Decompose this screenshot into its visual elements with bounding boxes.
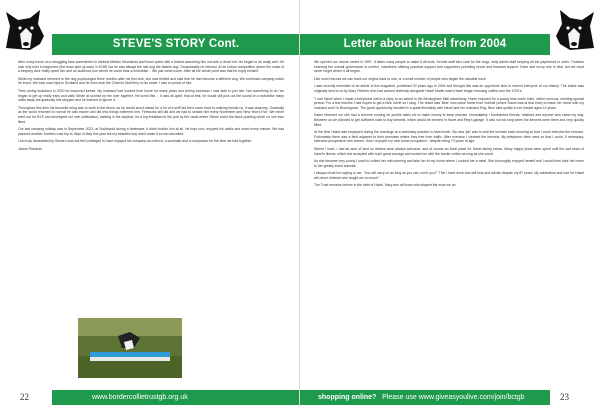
page-number: 23 [560, 392, 569, 402]
paragraph: At the time Hazel was employed during the mornings at a veterinary practice in Alvechurch. My new 'job' was to visit the kennels each morning so that I could exercise the rescues. Fortunately there was a field adjacent to their premises where they free from traffic. After exercise I cleaned the kennels. My telephone often went so that I could, if necessary, interview prospective new homes. How I enjoyed my new found occupation - despite being 70 years of age. [314, 130, 584, 144]
agility-photo [78, 318, 182, 378]
paragraph: Then during lockdown in 2020 he improved further. My husband had worked from home for many years and during lockdown I was able to join him. Not something to do, we began to get up really early and walk Stevie at sunrise by the river together. He loved this ... it was all quiet, that at first, he would still pick out the sound of a motorbike many miles away but gradually this stopped and he learned to ignore it. [18, 88, 284, 103]
paragraph: We opened our rescue centre in 1997. It takes many people to make it all work. Kennel staff who care for the dogs, daily admin staff keeping all the paperwork in order, Trustees ensuring the overall governance is correct, volunteers offering practical support and supporters providing moral and financial support. Each and every one is vital, but we must never forget where it all began. [314, 60, 584, 74]
paragraph: The Trust remains forever in the debt of Hazel, Mary and all those who shaped the work we do. [314, 183, 457, 188]
right-page [300, 0, 600, 407]
paragraph: I always recall her saying to me, "You will carry on as long as you can, won't you?" This I have done and still help and advise despite my 87 years. My admiration and love for Hazel will never diminish she taught me so much." [314, 171, 584, 180]
shopping-promo[interactable] [318, 390, 548, 405]
paragraph: Hazel informed me she had a scheme running for jumble sales etc to make money to keep rescues. Immediately I bombarded friends, relatives and anyone who came my way. Between us we planned to get sufficient cash to buy kennels, which would be erected in Hazel and Reg's garage. It was not too long when the kennels were there and very quickly filled. [314, 113, 584, 127]
paragraph: Our last camping holiday was in September 2023, at Southwold during a heatwave, it didn't bother him at all. He kept cool, enjoyed his walks and loved every minute. We had planned another Scottish road trip to Skye in May this year but my beautiful boy didn't make it so we cancelled. [18, 127, 284, 136]
footer [300, 390, 600, 405]
paragraph: I am truly devastated by Stevie's loss but feel privileged to have enjoyed his company as a friend, a soulmate and a companion for the time we had together. [18, 139, 253, 144]
page-number: 22 [20, 392, 29, 402]
border-collie-logo-icon [0, 4, 52, 56]
footer [0, 390, 300, 405]
website-link[interactable]: www.bordercollietrustgb.org.uk [92, 394, 188, 401]
article-body [18, 60, 284, 155]
paragraph: Where I lived, I had an acre of land so visitors were always welcome, and of course an ideal place for Hazel taking extras. Many happy years were spent until the sad news of Hazel's illness, which she accepted with such great courage and worked on with the border collies as long as she could. [314, 146, 584, 156]
paragraph: As she became very poorly I used to collect her mid-morning and take her to my home where I cooked her a meal. She thoroughly enjoyed herself and I would then take her home to her greatly loved animals. [314, 159, 584, 168]
border-collie-logo-icon [548, 4, 600, 56]
author-signature: Jackie Richards [18, 146, 42, 151]
paragraph: After many hours on a struggling farm somewhere in darkest Meldon Moorlands and hours spent with a tricked searching him out with a 'dead' kid. He began to do really well. He was only ever in beginners (the team split up early in 2018) but he was always the last dog the fastest dog. Occasionally he refused. At an indoor competition where the noise of a beeping door really upset him and an audience one where he could hear a motorbike... We just came home. After all the whole point was that he enjoy himself. [18, 60, 284, 74]
page-title: STEVE'S STORY Cont. [52, 34, 300, 55]
shopping-promo-heading: shopping online? [318, 394, 377, 401]
shopping-promo-link[interactable]: Please use www.giveasyoulive.com/join/bctgb [382, 394, 525, 401]
paragraph: While my husband returned to the dog psychologist three months after his first visit, she was thrilled and said that he had become a different dog. We continued camping which he loved. We took road trips to Scotland and he even took the Chain to Mull ferry in his stride. I was so proud of him. [18, 76, 284, 86]
paragraph: Like most rescues we can trace our origins back to one, or a small number of people who began the valuable work. [314, 76, 487, 81]
page-title: Letter about Hazel from 2004 [300, 34, 550, 55]
paragraph: I was recently reminded of an article in the magazine, published 20 years ago in 2004 and thought this was an opportune time to remind everyone of our history. The article was originally sent to us by Mary Fletcher who had worked tirelessly alongside Hazel Martin when Hazel began rescuing collies over the 1970's. [314, 84, 584, 93]
paragraph: "I met Hazel when I made a telephone call to a reply to an advert in the Birmingham Mail advertising 'Home required for a young blue merle bitch, rather nervous, needing special person' For a few months I had hoped to get a blue merle so I rang. The result was 'Blue' who came home from Solihull (where Hazel was at that time) to make her home with my husband and I in Bromsgrove. The great opportunity resulted in a great friendship with Hazel and her husband Reg. Blue died quietly in her basket aged 14 years. [314, 96, 584, 110]
paragraph: Throughout this time his favourite thing was to work in the drove, as he would scout ahead for a bit of a sniff but then come back to walking beside us, it was amazing. Gradually as the world returned to normal he was braver and did less things bothered him. Fireworks still did and we had to sedate him every November and New Year's Eve. We never went out for NYE and developed our own celebration, walking in the daytime, for a big breakfast in the pub by the canal where Stevie loved the black pudding which no one else liked. [18, 105, 284, 124]
article-body [314, 60, 584, 191]
